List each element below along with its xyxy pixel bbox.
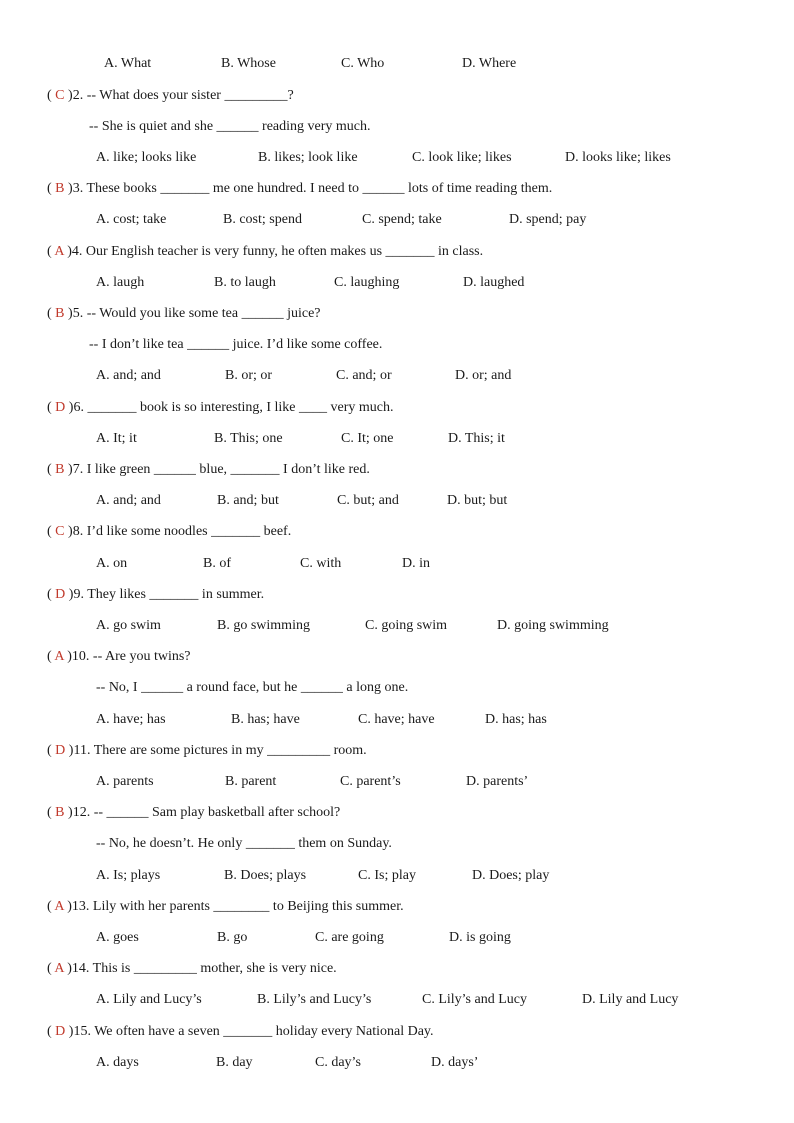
options-row-7 [0, 491, 794, 511]
question-number: 8. [72, 524, 84, 539]
answer-bracket: ( C )8. I’d like some noodles _______ beef. [47, 524, 292, 539]
option-b: B. to laugh [214, 275, 276, 290]
question-number: 7. [72, 462, 84, 477]
options-row-14 [0, 990, 794, 1010]
option-b: B. day [216, 1055, 253, 1070]
answer-letter: A [54, 649, 64, 664]
option-c: C. Is; play [358, 868, 416, 883]
question-stem: _______ book is so interesting, I like ____ very much. [87, 400, 394, 415]
option-b: B. likes; look like [258, 150, 358, 165]
question-stem: They likes _______ in summer. [87, 587, 265, 602]
question-12-dialog [0, 834, 794, 854]
option-a: A. Lily and Lucy’s [96, 992, 202, 1007]
option-b: B. Lily’s and Lucy’s [257, 992, 372, 1007]
answer-letter: C [55, 88, 65, 103]
question-13 [0, 897, 794, 917]
question-number: 14. [71, 961, 90, 976]
options-row-8 [0, 554, 794, 574]
answer-bracket: ( D )6. _______ book is so interesting, I like ____ very much. [47, 400, 394, 415]
question-number: 12. [72, 805, 91, 820]
dialog-line: -- No, I ______ a round face, but he ______ a long one. [96, 680, 409, 695]
option-d: D. laughed [463, 275, 525, 290]
option-b: B. go [217, 930, 248, 945]
option-d: D. days’ [431, 1055, 479, 1070]
options-row-12 [0, 866, 794, 886]
answer-bracket: ( A )4. Our English teacher is very funny, he often makes us _______ in class. [47, 244, 484, 259]
question-number: 13. [71, 899, 90, 914]
question-5 [0, 304, 794, 324]
options-row-6 [0, 429, 794, 449]
answer-bracket: ( C )2. -- What does your sister _________? [47, 88, 294, 103]
option-d: D. This; it [448, 431, 505, 446]
question-14 [0, 959, 794, 979]
question-number: 4. [71, 244, 83, 259]
option-c: C. have; have [358, 712, 435, 727]
option-d: D. parents’ [466, 774, 529, 789]
question-stem: Lily with her parents ________ to Beijing this summer. [92, 899, 404, 914]
option-a: A. days [96, 1055, 139, 1070]
option-d: D. Lily and Lucy [582, 992, 679, 1007]
dialog-line: -- She is quiet and she ______ reading very much. [89, 119, 371, 134]
answer-letter: D [55, 587, 66, 602]
option-a: A. and; and [96, 368, 161, 383]
option-d: D. looks like; likes [565, 150, 671, 165]
answer-letter: A [54, 961, 64, 976]
question-stem: -- ______ Sam play basketball after school? [93, 805, 341, 820]
answer-letter: B [55, 306, 65, 321]
answer-letter: B [55, 462, 65, 477]
answer-bracket: ( B )7. I like green ______ blue, _______ I don’t like red. [47, 462, 370, 477]
option-a: A. It; it [96, 431, 137, 446]
question-number: 5. [72, 306, 84, 321]
option-a: A. have; has [96, 712, 166, 727]
question-number: 6. [73, 400, 84, 415]
question-number: 10. [71, 649, 90, 664]
question-stem: I like green ______ blue, _______ I don’t like red. [86, 462, 370, 477]
answer-bracket: ( B )5. -- Would you like some tea ______ juice? [47, 306, 321, 321]
option-c: C. Lily’s and Lucy [422, 992, 527, 1007]
answer-letter: A [54, 244, 64, 259]
option-b: B. Whose [221, 56, 276, 71]
option-a: A. cost; take [96, 212, 167, 227]
option-a: A. parents [96, 774, 154, 789]
option-d: D. is going [449, 930, 511, 945]
option-b: B. go swimming [217, 618, 310, 633]
options-row-5 [0, 366, 794, 386]
option-c: C. look like; likes [412, 150, 512, 165]
question-stem: -- What does your sister _________? [86, 88, 294, 103]
option-c: C. but; and [337, 493, 399, 508]
options-row-10 [0, 710, 794, 730]
question-9 [0, 585, 794, 605]
option-a: A. and; and [96, 493, 161, 508]
options-row-2 [0, 148, 794, 168]
option-a: A. goes [96, 930, 139, 945]
question-number: 11. [73, 743, 91, 758]
question-10 [0, 647, 794, 667]
options-row-9 [0, 616, 794, 636]
answer-bracket: ( D )11. There are some pictures in my _________ room. [47, 743, 367, 758]
question-stem: This is _________ mother, she is very nice. [92, 961, 337, 976]
option-b: B. and; but [217, 493, 279, 508]
option-c: C. It; one [341, 431, 394, 446]
question-4 [0, 242, 794, 262]
answer-bracket: ( A )14. This is _________ mother, she is very nice. [47, 961, 337, 976]
question-12 [0, 803, 794, 823]
question-11 [0, 741, 794, 761]
option-a: A. go swim [96, 618, 161, 633]
option-c: C. laughing [334, 275, 400, 290]
option-a: A. Is; plays [96, 868, 161, 883]
answer-letter: D [55, 1024, 66, 1039]
option-b: B. This; one [214, 431, 283, 446]
question-6 [0, 398, 794, 418]
option-d: D. going swimming [497, 618, 609, 633]
option-c: C. Who [341, 56, 385, 71]
answer-letter: C [55, 524, 65, 539]
option-b: B. or; or [225, 368, 273, 383]
option-c: C. are going [315, 930, 384, 945]
question-10-dialog [0, 678, 794, 698]
question-5-dialog [0, 335, 794, 355]
question-stem: Our English teacher is very funny, he often makes us _______ in class. [85, 244, 484, 259]
option-c: C. and; or [336, 368, 392, 383]
question-7 [0, 460, 794, 480]
options-row-11 [0, 772, 794, 792]
options-row-1 [0, 54, 794, 74]
dialog-line: -- I don’t like tea ______ juice. I’d like some coffee. [89, 337, 383, 352]
options-row-4 [0, 273, 794, 293]
question-2 [0, 86, 794, 106]
option-a: A. laugh [96, 275, 145, 290]
option-c: C. day’s [315, 1055, 361, 1070]
option-c: C. parent’s [340, 774, 401, 789]
answer-letter: D [55, 743, 66, 758]
option-c: C. going swim [365, 618, 448, 633]
question-8 [0, 522, 794, 542]
question-number: 15. [73, 1024, 91, 1039]
answer-letter: B [55, 181, 65, 196]
answer-bracket: ( B )3. These books _______ me one hundred. I need to ______ lots of time reading them. [47, 181, 553, 196]
question-number: 2. [72, 88, 84, 103]
question-stem: These books _______ me one hundred. I need to ______ lots of time reading them. [86, 181, 553, 196]
question-number: 9. [73, 587, 84, 602]
option-b: B. cost; spend [223, 212, 302, 227]
answer-letter: B [55, 805, 65, 820]
options-row-15 [0, 1053, 794, 1073]
option-d: D. spend; pay [509, 212, 587, 227]
option-b: B. Does; plays [224, 868, 307, 883]
option-d: D. Where [462, 56, 517, 71]
option-a: A. What [104, 56, 152, 71]
option-a: A. like; looks like [96, 150, 197, 165]
answer-bracket: ( D )9. They likes _______ in summer. [47, 587, 265, 602]
question-stem: I’d like some noodles _______ beef. [86, 524, 292, 539]
option-a: A. on [96, 556, 128, 571]
option-d: D. but; but [447, 493, 508, 508]
question-stem: We often have a seven _______ holiday every National Day. [94, 1024, 434, 1039]
answer-bracket: ( A )13. Lily with her parents ________ to Beijing this summer. [47, 899, 404, 914]
answer-letter: A [54, 899, 64, 914]
answer-letter: D [55, 400, 66, 415]
question-2-dialog [0, 117, 794, 137]
option-c: C. with [300, 556, 342, 571]
option-d: D. in [402, 556, 430, 571]
question-stem: -- Are you twins? [92, 649, 191, 664]
question-3 [0, 179, 794, 199]
option-b: B. of [203, 556, 231, 571]
option-d: D. or; and [455, 368, 512, 383]
option-c: C. spend; take [362, 212, 442, 227]
option-d: D. has; has [485, 712, 547, 727]
question-number: 3. [72, 181, 84, 196]
dialog-line: -- No, he doesn’t. He only _______ them on Sunday. [96, 836, 392, 851]
option-b: B. parent [225, 774, 277, 789]
options-row-13 [0, 928, 794, 948]
question-stem: There are some pictures in my _________ room. [93, 743, 367, 758]
question-stem: -- Would you like some tea ______ juice? [86, 306, 321, 321]
question-15 [0, 1022, 794, 1042]
answer-bracket: ( B )12. -- ______ Sam play basketball after school? [47, 805, 341, 820]
answer-bracket: ( D )15. We often have a seven _______ holiday every National Day. [47, 1024, 434, 1039]
options-row-3 [0, 210, 794, 230]
answer-bracket: ( A )10. -- Are you twins? [47, 649, 191, 664]
option-b: B. has; have [231, 712, 300, 727]
option-d: D. Does; play [472, 868, 550, 883]
